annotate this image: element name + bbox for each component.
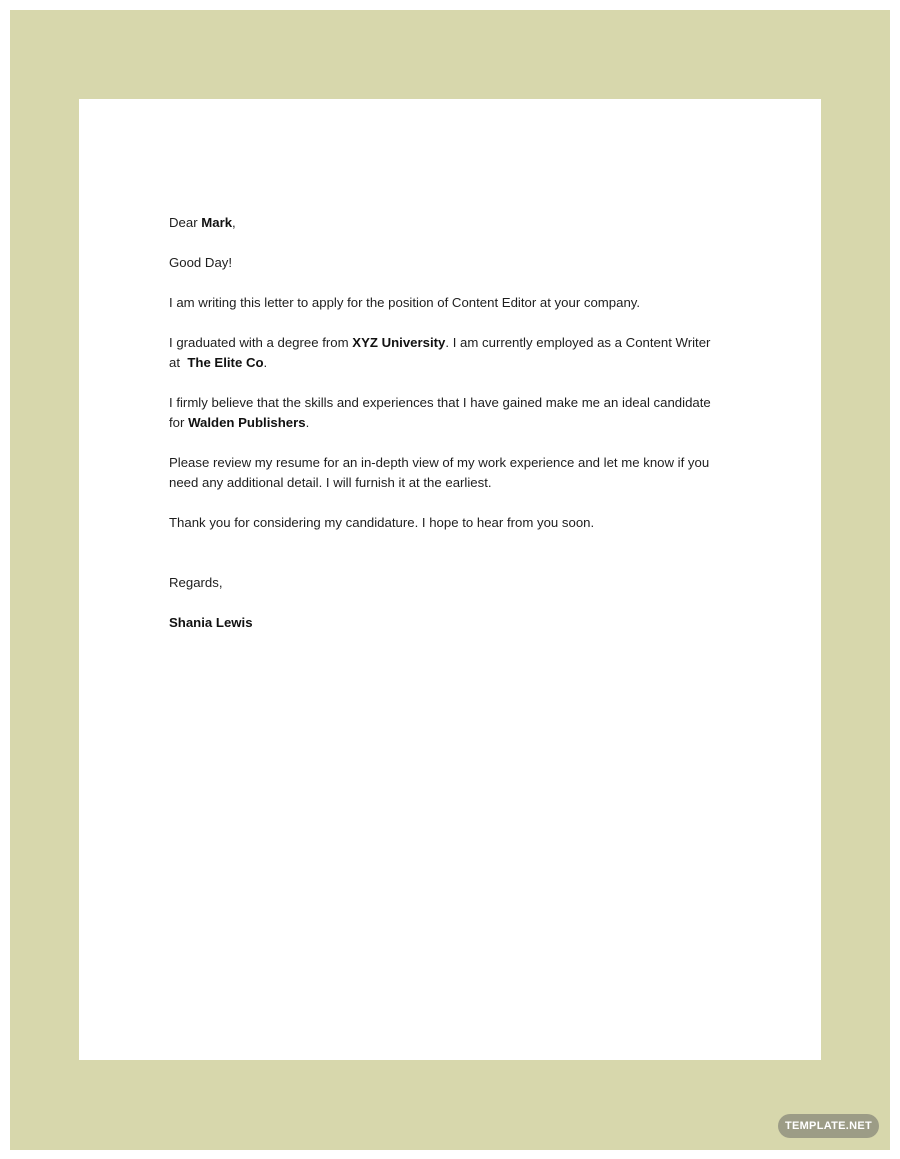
resume-text-line1: Please review my resume for an in-depth view of my work experience and let me know if you	[169, 455, 710, 470]
letter-body	[169, 213, 749, 653]
salutation	[169, 213, 749, 233]
university-name: XYZ University	[352, 335, 446, 350]
current-company-name: The Elite Co	[187, 355, 264, 370]
spacer	[169, 553, 749, 573]
education-end: .	[263, 355, 268, 370]
paragraph-skills	[169, 393, 749, 433]
closing: Regards,	[169, 575, 223, 590]
paragraph-resume	[169, 453, 749, 493]
signature	[169, 613, 749, 633]
watermark-badge: TEMPLATE.NET	[778, 1114, 879, 1138]
skills-end: .	[305, 415, 310, 430]
employment-text: . I am currently employed as a Content Writer	[445, 335, 711, 350]
signature-name: Shania Lewis	[169, 615, 253, 630]
paragraph-education	[169, 333, 749, 373]
paragraph-thanks: Thank you for considering my candidature. I hope to hear from you soon.	[169, 515, 595, 530]
education-text: I graduated with a degree from	[169, 335, 353, 350]
salutation-prefix: Dear	[169, 215, 202, 230]
salutation-suffix: ,	[232, 215, 236, 230]
resume-text-line2: need any additional detail. I will furnish it at the earliest.	[169, 475, 492, 490]
target-company-name: Walden Publishers	[188, 415, 306, 430]
skills-text: I firmly believe that the skills and experiences that I have gained make me an ideal candidate	[169, 395, 711, 410]
paragraph-intro: I am writing this letter to apply for the position of Content Editor at your company.	[169, 295, 641, 310]
employment-prefix: at	[169, 355, 188, 370]
recipient-name: Mark	[201, 215, 233, 230]
greeting: Good Day!	[169, 255, 233, 270]
skills-prefix: for	[169, 415, 189, 430]
